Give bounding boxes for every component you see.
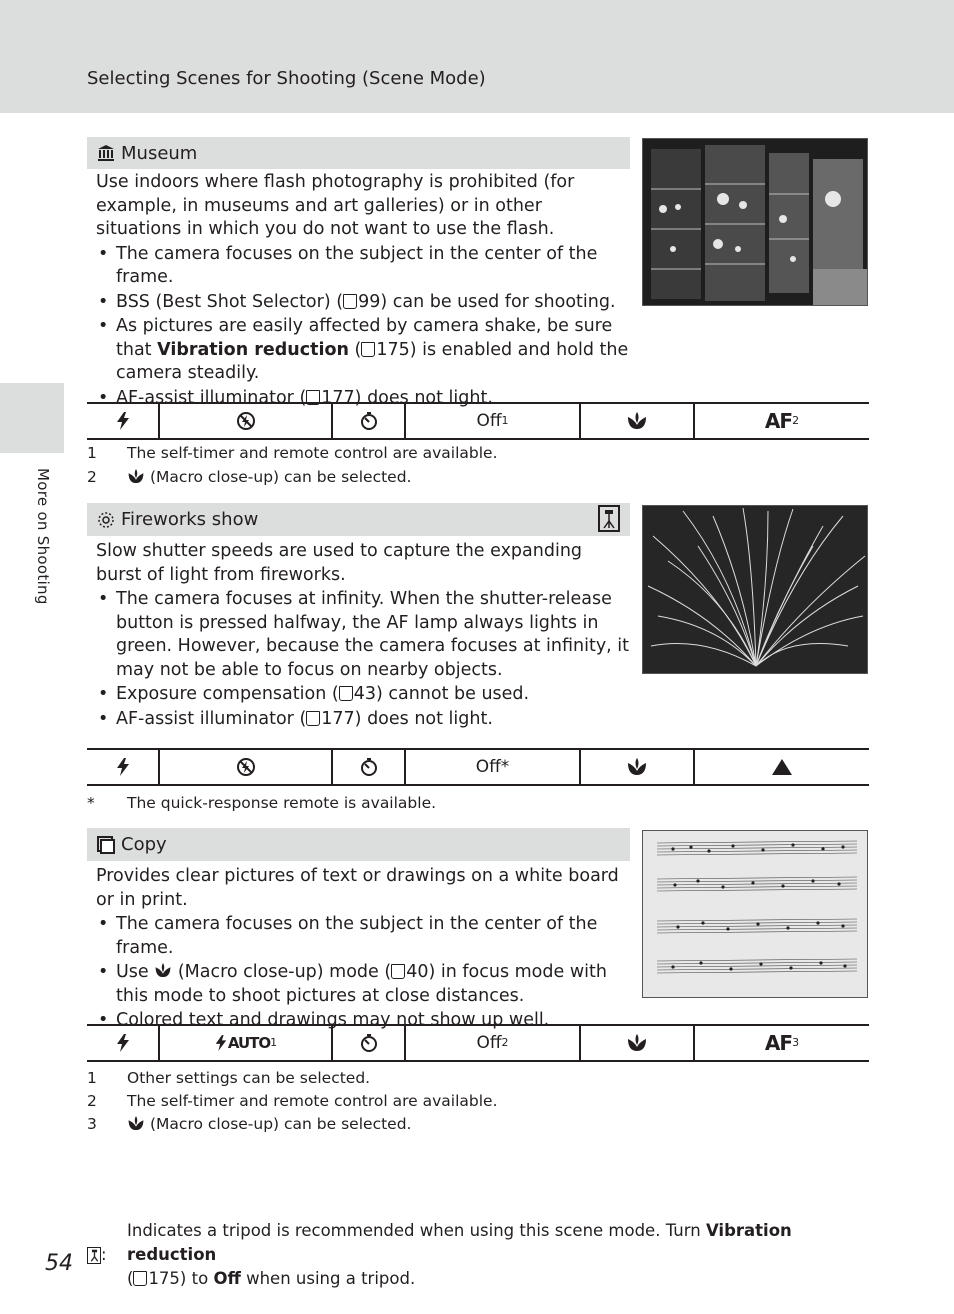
legend-text-d: when using a tripod. <box>240 1269 416 1288</box>
af-focus-icon: AF 3 <box>764 1031 800 1055</box>
copy-bullet-2a: Use <box>116 962 155 982</box>
af-focus-icon: AF 2 <box>764 409 800 433</box>
fireworks-title: Fireworks show <box>121 509 259 530</box>
macro-icon <box>127 468 145 485</box>
legend-bold-2: Off <box>213 1269 241 1288</box>
page-number: 54 <box>45 1251 73 1276</box>
copy-intro: Provides clear pictures of text or drawings on a white board or in print. <box>96 866 619 910</box>
flash-mode-icon <box>87 1026 160 1060</box>
museum-note-1: 1 The self-timer and remote control are available. <box>87 444 498 462</box>
book-reference-icon <box>361 342 375 357</box>
list-item <box>96 291 631 315</box>
page-header-title: Selecting Scenes for Shooting (Scene Mode) <box>87 68 486 89</box>
copy-bullet-1: The camera focuses on the subject in the center of the frame. <box>116 914 598 958</box>
fireworks-bullet-3b: 177) does not light. <box>321 708 493 729</box>
copy-note-1: 1 Other settings can be selected. <box>87 1069 371 1087</box>
list-item <box>96 708 631 732</box>
book-reference-icon <box>306 711 320 726</box>
tripod-legend <box>87 1219 857 1291</box>
museum-bullet-3c: 175) is enabled and hold the camera steadily. <box>116 339 629 383</box>
side-tab-label: More on Shooting <box>34 468 52 605</box>
list-item <box>96 588 631 682</box>
fireworks-bullet-3a: AF-assist illuminator ( <box>116 708 307 729</box>
museum-bullet-1: The camera focuses on the subject in the center of the frame. <box>116 243 598 287</box>
list-item <box>96 243 631 290</box>
tripod-legend-key: : <box>87 1219 127 1291</box>
self-timer-value: Off 2 <box>406 1026 581 1060</box>
self-timer-icon <box>333 750 406 784</box>
museum-bullet-2a: BSS (Best Shot Selector) ( <box>116 291 344 312</box>
fireworks-intro: Slow shutter speeds are used to capture the expanding burst of light from fireworks. <box>96 541 583 585</box>
book-reference-icon <box>343 294 357 309</box>
self-timer-icon <box>333 1026 406 1060</box>
self-timer-icon <box>333 404 406 438</box>
museum-settings-row <box>87 402 869 440</box>
museum-bullet-3a: As pictures are easily affected by camera shake, be sure that <box>116 316 613 360</box>
legend-text-c: 175) to <box>148 1269 214 1288</box>
museum-icon <box>97 144 115 162</box>
museum-title: Museum <box>121 142 198 164</box>
fireworks-title-bar <box>87 503 630 536</box>
macro-icon <box>127 1115 145 1132</box>
flash-off-icon <box>160 404 333 438</box>
copy-title: Copy <box>121 834 167 855</box>
legend-text-a: Indicates a tripod is recommended when using this scene mode. Turn <box>127 1221 706 1240</box>
fireworks-body <box>96 540 631 731</box>
copy-note-3: 3 (Macro close-up) can be selected. <box>87 1115 412 1133</box>
legend-text-b: ( <box>127 1269 134 1288</box>
copy-bullet-3: Colored text and drawings may not show up well. <box>116 1010 550 1030</box>
copy-settings-row <box>87 1024 869 1062</box>
tripod-icon <box>87 1247 101 1264</box>
self-timer-value: Off* <box>406 750 581 784</box>
museum-photo <box>642 138 868 306</box>
museum-body <box>96 171 631 410</box>
tripod-icon <box>598 505 620 532</box>
copy-title-bar <box>87 828 630 861</box>
side-tab <box>0 383 64 453</box>
fireworks-icon <box>97 511 115 529</box>
copy-note-2: 2 The self-timer and remote control are available. <box>87 1092 498 1110</box>
book-reference-icon <box>133 1271 147 1286</box>
list-item <box>96 961 631 1008</box>
book-reference-icon <box>339 686 353 701</box>
list-item <box>96 315 631 386</box>
self-timer-value: Off 1 <box>406 404 581 438</box>
flash-mode-icon <box>87 750 160 784</box>
macro-icon <box>581 750 695 784</box>
legend-bold-1: Vibration reduction <box>127 1221 792 1264</box>
copy-icon <box>97 836 115 854</box>
infinity-mountain-icon <box>695 750 869 784</box>
book-reference-icon <box>391 964 405 979</box>
museum-title-bar <box>87 137 630 169</box>
museum-intro: Use indoors where flash photography is prohibited (for example, in museums and art galleries) or in other situations in which you do not want to use the flash. <box>96 172 575 239</box>
fireworks-bullet-1: The camera focuses at infinity. When the shutter-release button is pressed halfway, the AF lamp always lights in green. However, because the camera focuses at infinity, it may not be able to focus on nearby objects. <box>116 589 630 680</box>
museum-bullet-2b: 99) can be used for shooting. <box>358 291 616 312</box>
copy-photo <box>642 830 868 998</box>
copy-bullet-2b: (Macro close-up) mode ( <box>172 962 392 982</box>
header-band <box>0 0 954 113</box>
macro-icon <box>581 1026 695 1060</box>
list-item <box>96 683 631 707</box>
flash-auto-icon: AUTO 1 <box>160 1026 333 1060</box>
museum-bullet-4a: AF-assist illuminator ( <box>116 387 307 408</box>
museum-note-2: 2 (Macro close-up) can be selected. <box>87 468 412 486</box>
fireworks-photo <box>642 505 868 674</box>
list-item <box>96 913 631 960</box>
flash-off-icon <box>160 750 333 784</box>
museum-bullet-3b: ( <box>348 339 362 360</box>
copy-body <box>96 865 631 1033</box>
macro-icon <box>154 962 172 979</box>
macro-icon <box>581 404 695 438</box>
flash-mode-icon <box>87 404 160 438</box>
fireworks-note-1: * The quick-response remote is available. <box>87 794 437 812</box>
fireworks-bullet-2b: 43) cannot be used. <box>353 684 530 704</box>
fireworks-settings-row <box>87 748 869 786</box>
copy-bullet-2c: 40) in focus mode with this mode to shoot pictures at close distances. <box>116 962 607 1006</box>
fireworks-bullet-2a: Exposure compensation ( <box>116 684 339 704</box>
museum-bullet-3-bold: Vibration reduction <box>157 339 349 360</box>
museum-bullet-4b: 177) does not light. <box>321 387 493 408</box>
